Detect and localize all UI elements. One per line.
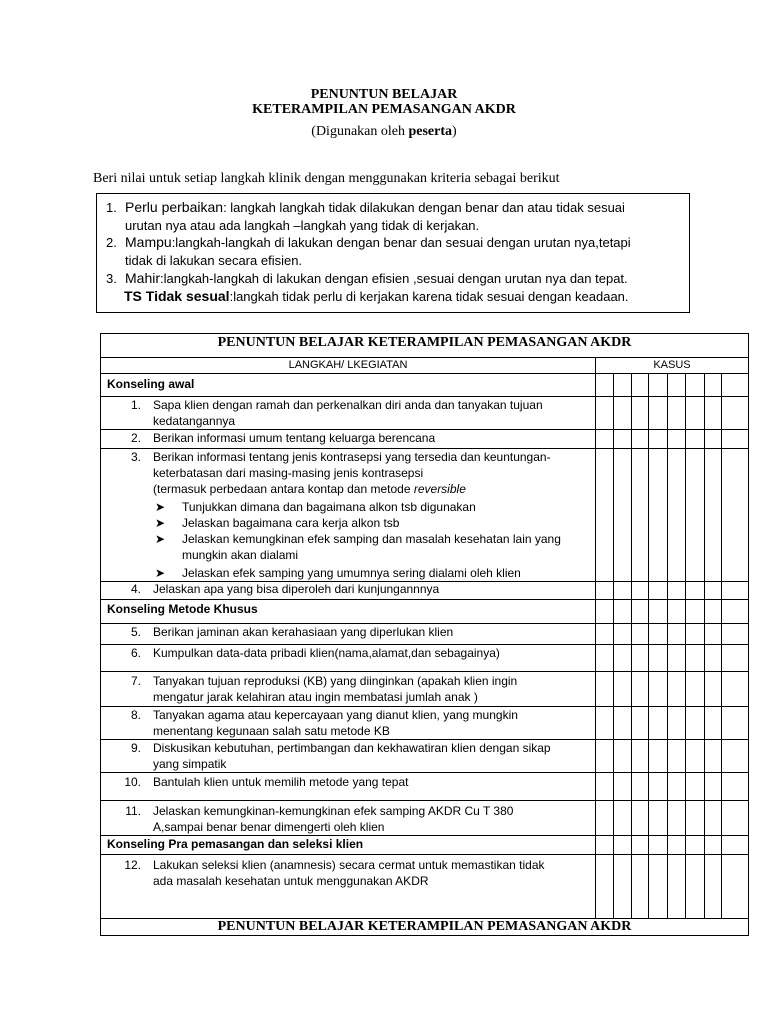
table-footer-title: PENUNTUN BELAJAR KETERAMPILAN PEMASANGAN AKDR [217,919,632,934]
item-number: 2. [130,431,141,445]
item-number: 7. [130,674,141,688]
arrow-bullet-icon: ➤ [155,500,166,514]
item-text-italic: reversible [413,482,466,496]
column-header-steps: LANGKAH/ LKEGIATAN [288,359,408,371]
item-text: Kumpulkan data-data pribadi klien(nama,alamat,dan sebagainya) [153,646,500,660]
legend-number: 1. [106,200,117,215]
item-text: Lakukan seleksi klien (anamnesis) secara cermat untuk memastikan tidak [153,858,545,872]
item-text: ada masalah kesehatan untuk menggunakan AKDR [153,874,429,888]
legend-text: :langkah-langkah di lakukan dengan efisien ,sesuai dengan urutan nya dan tepat. [160,271,628,286]
item-text: (termasuk perbedaan antara kontap dan metode [153,482,414,496]
legend-text: :langkah tidak perlu di kerjakan karena tidak sesuai dengan keadaan. [229,289,629,304]
divider [595,357,596,918]
legend-text: tidak di lakukan secara efisien. [125,253,303,268]
document-title-line1: PENUNTUN BELAJAR [310,87,458,102]
legend-text: urutan nya atau ada langkah –langkah yang tidak di kerjakan. [125,218,480,233]
section-heading: Konseling Pra pemasangan dan seleksi klien [107,837,364,851]
bullet-text: Jelaskan kemungkinan efek samping dan masalah kesehatan lain yang [182,532,561,546]
item-number: 5. [130,625,141,639]
item-number: 12. [124,858,141,872]
item-number: 1. [130,398,141,412]
item-text: Bantulah klien untuk memilih metode yang tepat [153,775,409,789]
item-text: Jelaskan kemungkinan-kemungkinan efek samping AKDR Cu T 380 [153,804,514,818]
intro-text: Beri nilai untuk setiap langkah klinik dengan menggunakan kriteria sebagai berikut [93,171,560,186]
item-text: Jelaskan apa yang bisa diperoleh dari kunjungannnya [153,582,440,596]
legend-keyword: Perlu perbaikan [125,199,224,215]
document-subtitle [0,124,768,140]
bullet-text: Tunjukkan dimana dan bagaimana alkon tsb digunakan [182,500,476,514]
item-number: 11. [125,804,141,818]
legend-text: :langkah-langkah di lakukan dengan benar dan sesuai dengan urutan nya,tetapi [171,235,631,250]
section-heading: Konseling Metode Khusus [107,602,258,616]
criteria-legend-box [96,193,690,313]
subtitle-suffix: ) [452,124,457,139]
legend-keyword: Mahir [125,270,161,286]
subtitle-bold: peserta [408,124,453,139]
item-text: Tanyakan agama atau kepercayaan yang dianut klien, yang mungkin [153,708,518,722]
item-text: kedatangannya [153,414,236,428]
item-text: A,sampai benar benar dimengerti oleh klien [153,820,385,834]
table-title: PENUNTUN BELAJAR KETERAMPILAN PEMASANGAN AKDR [217,335,632,350]
arrow-bullet-icon: ➤ [155,566,166,580]
bullet-text: Jelaskan bagaimana cara kerja alkon tsb [182,516,400,530]
item-number: 8. [130,708,141,722]
item-text: yang simpatik [153,757,227,771]
item-text: Berikan jaminan akan kerahasiaan yang diperlukan klien [153,625,454,639]
item-number: 3. [130,450,141,464]
item-text: menentang kegunaan salah satu metode KB [153,724,390,738]
item-text: Berikan informasi umum tentang keluarga berencana [153,431,436,445]
section-heading: Konseling awal [107,377,195,391]
column-header-cases: KASUS [653,359,691,371]
item-text: Sapa klien dengan ramah dan perkenalkan diri anda dan tanyakan tujuan [153,398,543,412]
item-text: Berikan informasi tentang jenis kontrasepsi yang tersedia dan keuntungan- [153,450,551,464]
item-number: 4. [130,582,141,596]
arrow-bullet-icon: ➤ [155,532,166,546]
arrow-bullet-icon: ➤ [155,516,166,530]
legend-keyword: TS Tidak sesual [124,288,230,304]
document-title-line2: KETERAMPILAN PEMASANGAN AKDR [252,102,516,117]
item-text: Tanyakan tujuan reproduksi (KB) yang diinginkan (apakah klien ingin [153,674,518,688]
legend-number: 2. [106,235,117,250]
subtitle-prefix: (Digunakan oleh [311,124,409,139]
legend-keyword: Mampu [125,234,172,250]
item-number: 9. [130,741,141,755]
legend-text: : langkah langkah tidak dilakukan dengan benar dan atau tidak sesuai [223,200,625,215]
item-text: keterbatasan dari masing-masing jenis kontrasepsi [153,466,424,480]
item-number: 10. [124,775,141,789]
legend-number: 3. [106,271,117,286]
bullet-text: Jelaskan efek samping yang umumnya sering dialami oleh klien [182,566,521,580]
item-text: Diskusikan kebutuhan, pertimbangan dan kekhawatiran klien dengan sikap [153,741,551,755]
checklist-table [100,333,749,936]
item-text: mengatur jarak kelahiran atau ingin membatasi jumlah anak ) [153,690,478,704]
bullet-text: mungkin akan dialami [182,548,299,562]
item-number: 6. [130,646,141,660]
